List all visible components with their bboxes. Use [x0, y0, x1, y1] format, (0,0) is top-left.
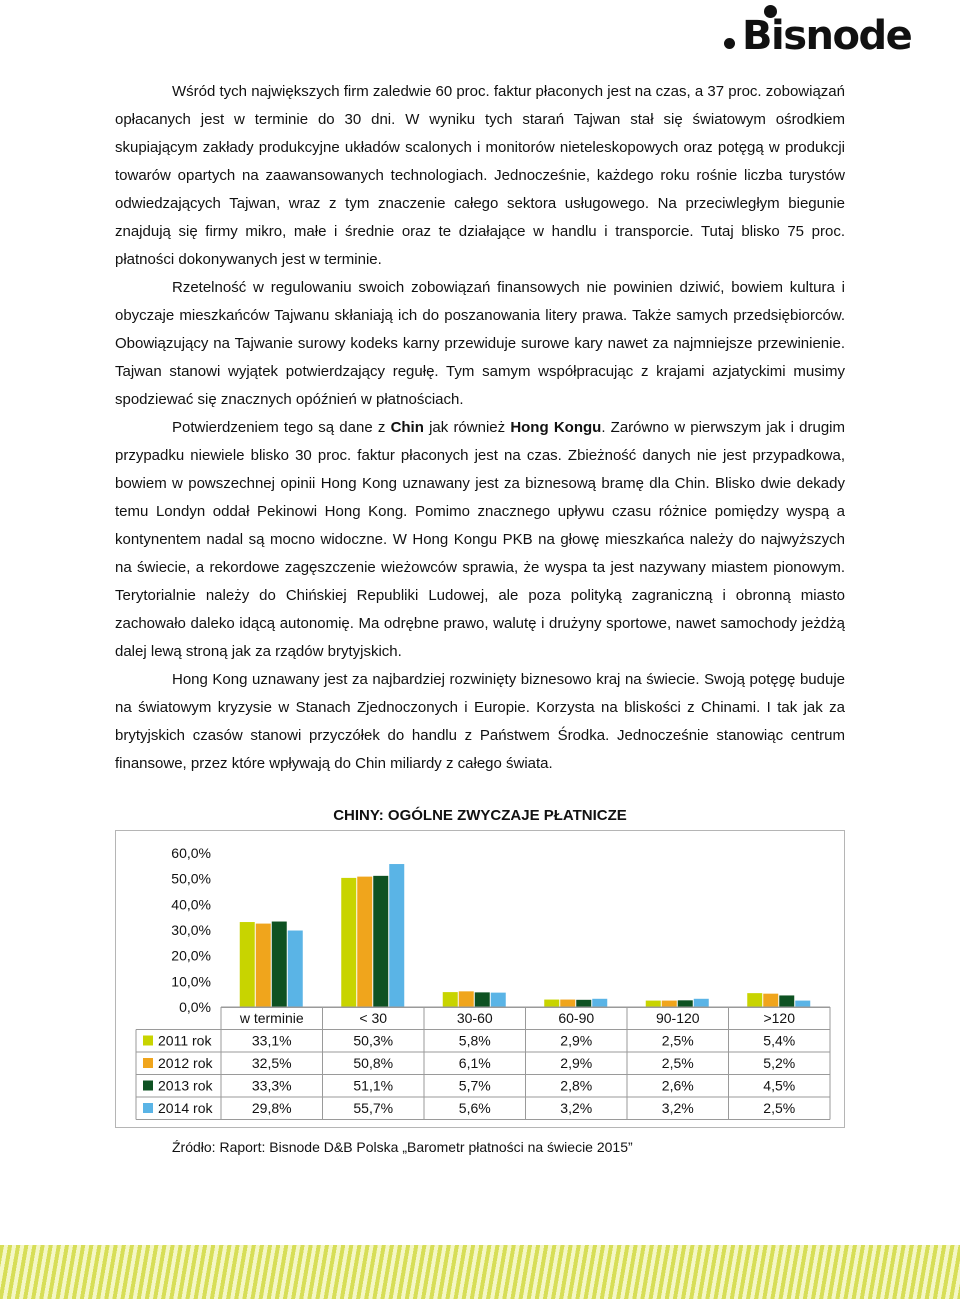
p3-text-c: jak również — [423, 419, 511, 436]
category-label: 60-90 — [558, 1010, 595, 1026]
bar-2013-rok-1 — [373, 876, 388, 1007]
data-label: 51,1% — [353, 1077, 394, 1094]
bar-2014-rok-1 — [389, 864, 404, 1007]
legend-label: 2014 rok — [158, 1100, 213, 1116]
data-label: 2,5% — [661, 1055, 694, 1071]
paragraph-2: Rzetelność w regulowaniu swoich zobowiązań finansowych nie powinien dziwić, bowiem kultura i obyczaje mieszkańców Tajwanu skłaniają ich do poszanowania litery prawa. Także samych przedsiębiorców. Obowiązujący na Tajwanie surowy kodeks karny przewiduje surowe kary nawet za najmniejsze przewinienie. Tajwan stanowi wyjątek potwierdzający regułę. Tym samym współpracując z krajami azjatyckimi musimy spodziewać się znacznych opóźnień w płatnościach. — [115, 279, 845, 408]
data-label: 5,6% — [458, 1100, 491, 1116]
category-label: < 30 — [359, 1010, 388, 1026]
bar-2012-rok-4 — [662, 1001, 677, 1007]
bar-2011-rok-3 — [544, 1000, 559, 1007]
y-tick-label: 60,0% — [171, 845, 211, 861]
data-label: 2,9% — [560, 1055, 593, 1071]
bar-2013-rok-2 — [475, 992, 490, 1007]
data-label: 5,7% — [458, 1077, 491, 1094]
bar-2012-rok-0 — [256, 924, 271, 1007]
bar-2012-rok-1 — [357, 877, 372, 1007]
legend-swatch — [143, 1036, 153, 1046]
legend-swatch — [143, 1058, 153, 1068]
category-label: 30-60 — [456, 1010, 493, 1026]
data-label: 6,1% — [458, 1055, 491, 1071]
bar-2013-rok-3 — [576, 1000, 591, 1007]
bar-2014-rok-5 — [795, 1001, 810, 1007]
bar-2011-rok-5 — [747, 993, 762, 1007]
bar-2012-rok-3 — [560, 1000, 575, 1007]
data-label: 5,4% — [763, 1032, 796, 1049]
bar-2011-rok-4 — [646, 1001, 661, 1007]
source-note: Źródło: Raport: Bisnode D&B Polska „Barometr płatności na świecie 2015” — [172, 1139, 633, 1155]
category-label: >120 — [763, 1010, 796, 1026]
bar-2014-rok-0 — [288, 931, 303, 1007]
p3-bold-chin: Chin — [390, 419, 424, 436]
data-label: 55,7% — [353, 1100, 394, 1116]
bar-2012-rok-5 — [763, 994, 778, 1007]
data-label: 4,5% — [763, 1077, 796, 1094]
bar-2011-rok-0 — [240, 922, 255, 1007]
bar-2011-rok-1 — [341, 878, 356, 1007]
data-label: 5,8% — [458, 1032, 491, 1049]
chart-title: CHINY: OGÓLNE ZWYCZAJE PŁATNICZE — [333, 807, 627, 824]
y-tick-label: 0,0% — [179, 999, 211, 1015]
data-label: 32,5% — [251, 1055, 292, 1071]
bar-2011-rok-2 — [443, 992, 458, 1007]
bar-2013-rok-4 — [678, 1000, 693, 1007]
bar-2013-rok-0 — [272, 922, 287, 1007]
data-label: 2,6% — [661, 1077, 694, 1094]
data-label: 50,8% — [353, 1055, 394, 1071]
chart-container — [115, 830, 845, 1128]
data-label: 5,2% — [763, 1055, 796, 1071]
y-tick-label: 10,0% — [171, 973, 211, 990]
y-tick-label: 40,0% — [171, 896, 211, 913]
data-label: 2,9% — [560, 1032, 593, 1049]
bar-2014-rok-2 — [491, 993, 506, 1007]
p3-text-e: . Zarówno w pierwszym jak i drugim przypadku niewiele blisko 30 proc. faktur płaconych jest na czas. Zbieżność danych nie jest przypadkowa, bowiem w powszechnej opinii Hong Kong uznawany jest za biznesową bramę dla Chin. Blisko dwie dekady temu Londyn oddał Pekinowi Hong Kong. Pomimo znacznego upływu czasu różnice pomiędzy wyspą a kontynentem nadal są mocno widoczne. W Hong Kongu PKB na głowę mieszkańca należy do najwyższych na świecie, a rekordowe zagęszczenie wieżowców sprawia, że wyspa ta jest nazywany miastem pionowym. Terytorialnie należy do Chińskiej Republiki Ludowej, ale poza polityką zagraniczną i obronną miasto zachowało daleko idącą autonomię. Ma odrębne prawo, walutę i drużyny sportowe, nawet samochody jeżdżą dalej lewą stroną jak za rządów brytyjskich. — [115, 419, 845, 660]
paragraph-1: Wśród tych największych firm zaledwie 60 proc. faktur płaconych jest na czas, a 37 proc. zobowiązań opłacanych jest w terminie do 30 dni. W wyniku tych starań Tajwan stał się światowym ośrodkiem skupiającym zakłady produkcyjne układów scalonych i monitorów nieteleskopowych oraz potęgą w produkcji towarów opartych na zaawansowanych technologiach. Jednocześnie, każdego roku rośnie liczba turystów odwiedzających Tajwan, wraz z tym znaczenie całego sektora usługowego. Na przeciwległym biegunie znajdują się firmy mikro, małe i średnie oraz te działające w handlu i transporcie. Tutaj blisko 75 proc. płatności dokonywanych jest w terminie. — [115, 83, 845, 268]
paragraph-3 — [115, 414, 845, 666]
legend-label: 2013 rok — [158, 1077, 213, 1094]
data-label: 2,8% — [560, 1077, 593, 1094]
bisnode-logo — [724, 2, 912, 64]
bar-2012-rok-2 — [459, 991, 474, 1007]
data-label: 33,1% — [251, 1032, 292, 1049]
bar-2014-rok-3 — [592, 999, 607, 1007]
data-label: 29,8% — [251, 1100, 292, 1116]
legend-label: 2011 rok — [158, 1032, 212, 1049]
paragraph-4: Hong Kong uznawany jest za najbardziej rozwinięty biznesowo kraj na świecie. Swoją potęgę buduje na światowym kryzysie w Stanach Zjednoczonych i Europie. Korzysta na bliskości z Chinami. I tak jak za brytyjskich czasów stanowi przyczółek do handlu z Państwem Środka. Jednocześnie stanowiąc centrum finansowe, przez które wpływają do Chin miliardy z całego świata. — [115, 671, 845, 772]
p3-bold-hongkong: Hong Kongu — [510, 419, 602, 436]
y-tick-label: 30,0% — [171, 922, 211, 938]
footer-decoration — [0, 1245, 960, 1299]
y-tick-label: 50,0% — [171, 870, 211, 887]
category-label: 90-120 — [655, 1010, 700, 1026]
data-label: 3,2% — [560, 1100, 593, 1116]
chart-svg — [116, 831, 844, 1127]
logo-dot-big — [724, 38, 735, 49]
data-label: 3,2% — [661, 1100, 694, 1116]
data-label: 2,5% — [661, 1032, 694, 1049]
data-label: 2,5% — [763, 1100, 796, 1116]
legend-swatch — [143, 1103, 153, 1113]
legend-swatch — [143, 1081, 153, 1091]
data-label: 33,3% — [251, 1077, 292, 1094]
logo-wordmark: Bisnode — [742, 13, 912, 59]
bar-2014-rok-4 — [694, 999, 709, 1007]
article-body — [115, 78, 845, 778]
category-label: w terminie — [239, 1010, 304, 1026]
y-tick-label: 20,0% — [171, 947, 211, 964]
bar-2013-rok-5 — [779, 995, 794, 1007]
p3-text-a: Potwierdzeniem tego są dane z — [172, 419, 391, 436]
data-label: 50,3% — [353, 1032, 394, 1049]
legend-label: 2012 rok — [158, 1055, 213, 1071]
